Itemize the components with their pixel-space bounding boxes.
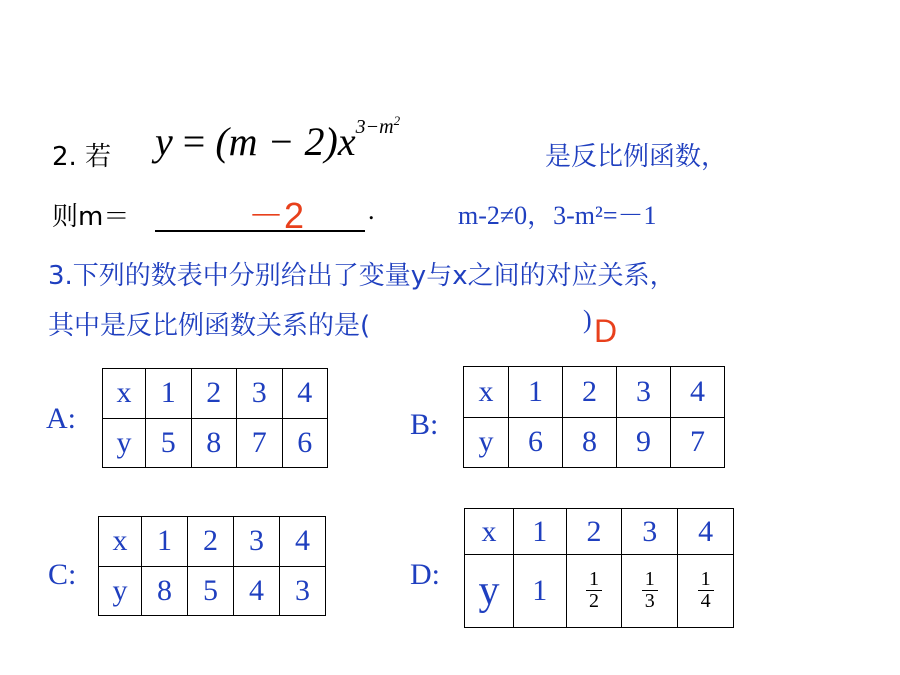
table-d-label: D:: [410, 558, 440, 591]
cell: 6: [509, 417, 563, 468]
table-b-x-row: [464, 367, 725, 418]
fraction: [586, 569, 602, 612]
cell: 1: [514, 555, 567, 628]
table-c-x-row: [99, 517, 326, 567]
fraction: [642, 569, 658, 612]
cell: 4: [280, 517, 326, 567]
q2-number: 2.: [52, 142, 77, 172]
cell: 5: [188, 566, 234, 616]
cell: 4: [671, 367, 725, 418]
table-a-label: A:: [46, 402, 76, 435]
cell: 1: [509, 367, 563, 418]
cell: 2: [191, 369, 237, 419]
q2-suffix: 是反比例函数，: [545, 142, 728, 172]
cell: x: [99, 517, 142, 567]
cell: 3: [622, 509, 678, 555]
q2-line1: [52, 136, 111, 173]
table-d-y-row: [465, 555, 734, 628]
formula-exp-text: 3−m: [355, 116, 394, 138]
table-b: [463, 366, 725, 468]
cell: 4: [282, 369, 328, 419]
q2-then: 则m＝: [52, 202, 130, 232]
q2-answer: －2: [248, 195, 305, 236]
cell: 2: [566, 509, 622, 555]
cell: x: [103, 369, 146, 419]
cell: x: [464, 367, 509, 418]
cell: 3: [237, 369, 283, 419]
q3-line1: 3.下列的数表中分别给出了变量y与x之间的对应关系，: [48, 261, 676, 291]
cell: 6: [282, 418, 328, 468]
table-c-label: C:: [48, 558, 77, 591]
table-c: [98, 516, 326, 616]
fraction-numerator: 1: [698, 569, 714, 591]
cell: [622, 555, 678, 628]
q2-ruo: 若: [85, 142, 112, 172]
cell: 3: [234, 517, 280, 567]
fraction: [698, 569, 714, 612]
formula-lhs: y: [155, 119, 173, 164]
q3-close-paren: ): [583, 305, 592, 334]
fraction-denominator: 2: [588, 590, 599, 612]
cell: 3: [280, 566, 326, 616]
fraction-denominator: 3: [644, 590, 655, 612]
cell: x: [465, 509, 514, 555]
table-c-y-row: [99, 566, 326, 616]
table-b-y-row: [464, 417, 725, 468]
cell: y: [464, 417, 509, 468]
table-a-y-row: [103, 418, 328, 468]
formula-exp-sq: 2: [393, 113, 401, 128]
table-a: [102, 368, 328, 468]
formula-x: x: [337, 119, 356, 164]
table-a-x-row: [103, 369, 328, 419]
cell: 2: [563, 367, 617, 418]
q2-line2: [52, 196, 129, 233]
q2-formula: [155, 113, 401, 165]
cell: y: [465, 555, 514, 628]
cell: 2: [188, 517, 234, 567]
q2-period: .: [368, 196, 375, 225]
fraction-numerator: 1: [586, 569, 602, 591]
q2-hint: m-2≠0，3-m²=－1: [458, 201, 657, 230]
q3-answer: D: [594, 313, 618, 349]
cell: 1: [146, 369, 192, 419]
cell: 5: [146, 418, 192, 468]
cell: 1: [514, 509, 567, 555]
fraction-numerator: 1: [642, 569, 658, 591]
cell: [678, 555, 734, 628]
cell: 1: [142, 517, 188, 567]
formula-eq: =: [182, 119, 206, 164]
cell: 8: [142, 566, 188, 616]
cell: 4: [234, 566, 280, 616]
cell: 3: [617, 367, 671, 418]
cell: 4: [678, 509, 734, 555]
cell: 7: [237, 418, 283, 468]
cell: [566, 555, 622, 628]
cell: 8: [563, 417, 617, 468]
formula-paren: (m − 2): [215, 119, 338, 164]
cell: y: [99, 566, 142, 616]
table-b-label: B:: [410, 408, 439, 441]
formula-exponent: [355, 113, 401, 138]
cell: 8: [191, 418, 237, 468]
cell: 7: [671, 417, 725, 468]
fraction-denominator: 4: [700, 590, 711, 612]
cell: 9: [617, 417, 671, 468]
table-d: [464, 508, 734, 628]
table-d-x-row: [465, 509, 734, 555]
q3-line2: 其中是反比例函数关系的是(: [48, 311, 371, 341]
cell: y: [103, 418, 146, 468]
